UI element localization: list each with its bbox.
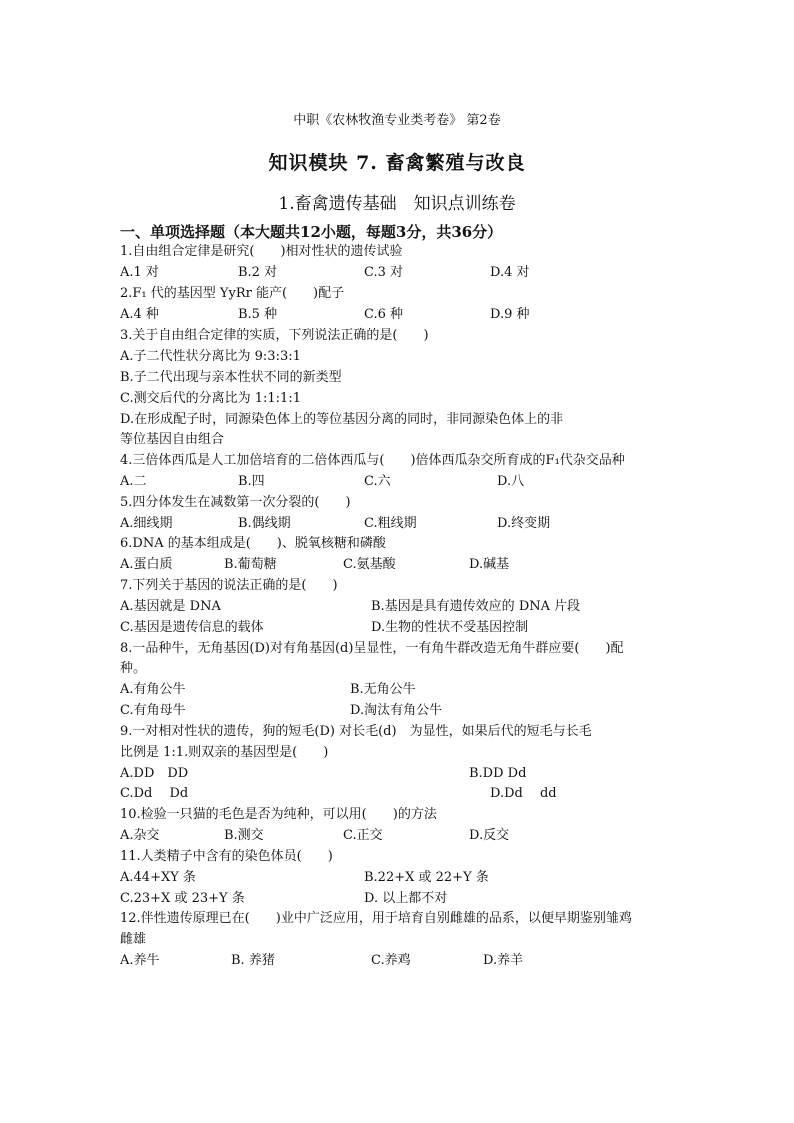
question-2-option-a: A.4 种	[120, 307, 159, 322]
question-12-option-d: D.养羊	[483, 953, 524, 968]
question-5-option-a: A.细线期	[120, 516, 173, 531]
question-6-option-d: D.碱基	[469, 557, 510, 572]
question-8-option-c: C.有角母牛	[120, 703, 186, 718]
question-7-option-c: C.基因是遗传信息的载体	[120, 620, 264, 635]
question-5-option-d: D.终变期	[497, 516, 551, 531]
question-3-option-a: A.子二代性状分离比为 9:3:3:1	[120, 349, 301, 364]
question-6-option-c: C.氨基酸	[343, 557, 396, 572]
question-3-stem: 3.关于自由组合定律的实质，下列说法正确的是( )	[120, 328, 429, 343]
question-1-option-d: D.4 对	[490, 265, 530, 280]
question-8-option-d: D.淘汰有角公牛	[350, 703, 443, 718]
question-7-option-a: A.基因就是 DNA	[120, 599, 221, 614]
question-5-option-b: B.偶线期	[238, 516, 291, 531]
question-9-option-c: C.Dd Dd	[120, 786, 189, 801]
question-11-option-b: B.22+X 或 22+Y 条	[364, 870, 489, 885]
question-4-option-c: C.六	[364, 474, 391, 489]
question-12-stem-cont: 雌雄	[120, 932, 147, 947]
question-7-option-b: B.基因是具有遗传效应的 DNA 片段	[371, 599, 581, 614]
question-11-stem: 11.人类精子中含有的染色体员( )	[120, 849, 333, 864]
question-8-option-b: B.无角公牛	[350, 682, 416, 697]
question-2-option-d: D.9 种	[490, 307, 530, 322]
question-4-stem: 4.三倍体西瓜是人工加倍培育的二倍体西瓜与( )倍体西瓜杂交所育成的F₁代杂交品种	[120, 453, 625, 468]
question-6-stem: 6.DNA 的基本组成是( )、脱氧核糖和磷酸	[120, 536, 386, 551]
question-4-option-b: B.四	[238, 474, 265, 489]
question-12-option-a: A.养牛	[120, 953, 160, 968]
question-6-option-a: A.蛋白质	[120, 557, 173, 572]
question-8-option-a: A.有角公牛	[120, 682, 186, 697]
question-10-stem: 10.检验一只猫的毛色是否为纯种，可以用( )的方法	[120, 807, 437, 822]
question-3-option-c: C.测交后代的分离比为 1:1:1:1	[120, 391, 301, 406]
exam-subtitle: 1.畜禽遗传基础 知识点训练卷	[278, 194, 516, 214]
question-3-option-d-cont: 等位基因自由组合	[120, 432, 225, 447]
question-7-stem: 7.下列关于基因的说法正确的是( )	[120, 578, 338, 593]
question-4-option-a: A.二	[120, 474, 147, 489]
question-11-option-a: A.44+XY 条	[120, 870, 196, 885]
question-10-option-d: D.反交	[469, 828, 510, 843]
question-9-option-a: A.DD DD	[120, 766, 189, 781]
question-4-option-d: D.八	[497, 474, 525, 489]
question-10-option-b: B.测交	[224, 828, 264, 843]
question-2-option-c: C.6 种	[364, 307, 404, 322]
question-5-stem: 5.四分体发生在减数第一次分裂的( )	[120, 495, 351, 510]
question-5-option-c: C.粗线期	[364, 516, 417, 531]
module-title: 知识模块 7. 畜禽繁殖与改良	[268, 152, 526, 174]
question-8-stem-cont: 种。	[120, 661, 147, 676]
question-2-stem: 2.F₁ 代的基因型 YyRr 能产( )配子	[120, 286, 345, 301]
question-8-stem: 8.一品种牛，无角基因(D)对有角基因(d)呈显性，一有角牛群改造无角牛群应要( )配	[120, 641, 624, 656]
question-3-option-b: B.子二代出现与亲本性状不同的新类型	[120, 370, 342, 385]
question-9-option-d: D.Dd dd	[490, 786, 557, 801]
question-10-option-c: C.正交	[343, 828, 383, 843]
question-11-option-c: C.23+X 或 23+Y 条	[120, 891, 245, 906]
section-heading: 一、单项选择题（本大题共12小题，每题3分，共36分）	[120, 223, 503, 241]
question-12-option-c: C.养鸡	[371, 953, 411, 968]
question-11-option-d: D. 以上都不对	[364, 891, 448, 906]
question-9-stem: 9.一对相对性状的遗传，狗的短毛(D) 对长毛(d) 为显性，如果后代的短毛与长毛	[120, 724, 592, 739]
question-12-stem: 12.伴性遗传原理已在( )业中广泛应用，用于培育自别雌雄的品系，以便早期鉴别雏鸡	[120, 911, 632, 926]
question-1-option-a: A.1 对	[120, 265, 159, 280]
question-10-option-a: A.杂交	[120, 828, 160, 843]
exam-header: 中职《农林牧渔专业类考卷》 第2卷	[293, 113, 501, 128]
question-7-option-d: D.生物的性状不受基因控制	[371, 620, 529, 635]
question-1-option-b: B.2 对	[238, 265, 278, 280]
question-12-option-b: B. 养猪	[231, 953, 275, 968]
question-2-option-b: B.5 种	[238, 307, 278, 322]
question-1-option-c: C.3 对	[364, 265, 404, 280]
question-9-option-b: B.DD Dd	[469, 766, 527, 781]
question-9-stem-cont: 比例是 1:1.则双亲的基因型是( )	[120, 745, 329, 760]
question-1-stem: 1.自由组合定律是研究( )相对性状的遗传试验	[120, 244, 403, 259]
question-6-option-b: B.葡萄糖	[224, 557, 277, 572]
question-3-option-d: D.在形成配子时，同源染色体上的等位基因分离的同时，非同源染色体上的非	[120, 412, 564, 427]
